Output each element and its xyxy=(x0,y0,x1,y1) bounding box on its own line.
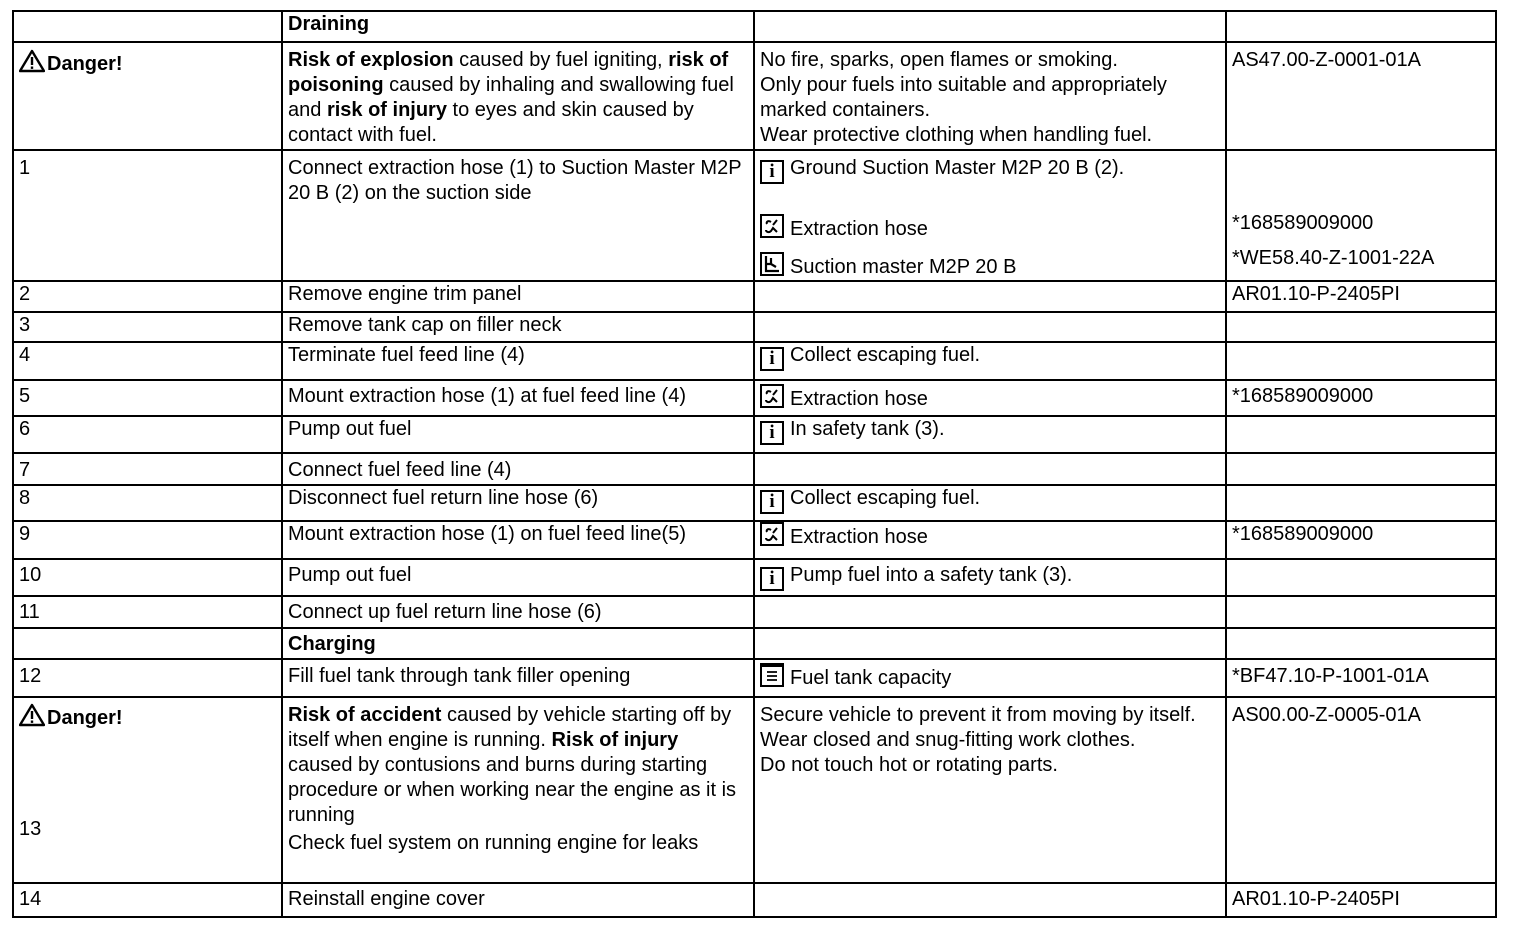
step-number: 1 xyxy=(13,150,282,281)
measure-line: No fire, sparks, open flames or smoking. xyxy=(760,49,1118,71)
empty-cell xyxy=(754,453,1226,485)
measure-line: Secure vehicle to prevent it from moving by itself. xyxy=(760,704,1196,726)
step-row-6 xyxy=(13,416,1496,453)
step-row-10 xyxy=(13,559,1496,596)
empty-cell xyxy=(1226,485,1496,521)
step-references xyxy=(1226,150,1496,281)
step-row-14 xyxy=(13,883,1496,917)
danger-measures xyxy=(754,42,1226,150)
empty-cell xyxy=(1226,453,1496,485)
empty-cell xyxy=(754,883,1226,917)
step-number: 9 xyxy=(13,521,282,559)
step-row-11 xyxy=(13,596,1496,628)
empty-cell xyxy=(1226,11,1496,42)
empty-cell xyxy=(1226,416,1496,453)
step-row-5 xyxy=(13,380,1496,416)
step-row-3 xyxy=(13,312,1496,342)
note-text: Collect escaping fuel. xyxy=(790,344,981,366)
empty-cell xyxy=(754,312,1226,342)
reference: AR01.10-P-2405PI xyxy=(1226,883,1496,917)
risk-accident-text: caused by vehicle starting off by itself when engine is running. xyxy=(288,704,732,751)
reference: *168589009000 xyxy=(1226,380,1496,416)
danger-risk-text xyxy=(282,42,754,150)
section-title-draining: Draining xyxy=(282,11,754,42)
risk-injury-text: caused by contusions and burns during starting procedure or when working near the engine as it is running xyxy=(288,754,737,826)
danger-label: Danger! xyxy=(47,707,123,729)
danger-label-cell xyxy=(13,42,282,150)
special-tool-icon xyxy=(760,214,784,238)
step-text: Fill fuel tank through tank filler opening xyxy=(282,659,754,697)
step-notes xyxy=(754,659,1226,697)
warning-triangle-icon xyxy=(19,703,45,727)
risk-accident-bold: Risk of accident xyxy=(288,704,442,726)
step-text: Remove engine trim panel xyxy=(282,281,754,312)
info-icon: i xyxy=(760,347,784,371)
empty-cell xyxy=(13,11,282,42)
info-icon: i xyxy=(760,421,784,445)
note-text: Extraction hose xyxy=(790,526,928,548)
step-text: Disconnect fuel return line hose (6) xyxy=(282,485,754,521)
step-notes xyxy=(754,416,1226,453)
info-icon: i xyxy=(760,490,784,514)
note-text: Extraction hose xyxy=(790,218,928,240)
step-text: Connect up fuel return line hose (6) xyxy=(282,596,754,628)
step-number: 6 xyxy=(13,416,282,453)
step-text: Mount extraction hose (1) at fuel feed line (4) xyxy=(282,380,754,416)
step-notes xyxy=(754,150,1226,281)
step-text: Mount extraction hose (1) on fuel feed line(5) xyxy=(282,521,754,559)
danger-reference: AS00.00-Z-0005-01A xyxy=(1226,697,1496,883)
step-number: 12 xyxy=(13,659,282,697)
empty-cell xyxy=(754,11,1226,42)
risk-explosion-text: caused by fuel igniting, xyxy=(453,49,663,71)
empty-cell xyxy=(754,281,1226,312)
step-row-4 xyxy=(13,342,1496,380)
step-number: 8 xyxy=(13,485,282,521)
step-text: Terminate fuel feed line (4) xyxy=(282,342,754,380)
step-number: 7 xyxy=(13,453,282,485)
section-row-charging xyxy=(13,628,1496,659)
step-row-12 xyxy=(13,659,1496,697)
step-row-8 xyxy=(13,485,1496,521)
step-number: 10 xyxy=(13,559,282,596)
step-text: Reinstall engine cover xyxy=(282,883,754,917)
note-text: Extraction hose xyxy=(790,388,928,410)
empty-cell xyxy=(1226,312,1496,342)
note-text: Pump fuel into a safety tank (3). xyxy=(790,564,1073,586)
step-notes xyxy=(754,485,1226,521)
risk-injury-text: to eyes and skin caused by contact with fuel. xyxy=(288,99,694,146)
info-icon: i xyxy=(760,160,784,184)
step-number: 14 xyxy=(13,883,282,917)
step-row-9 xyxy=(13,521,1496,559)
danger-reference: AS47.00-Z-0001-01A xyxy=(1226,42,1496,150)
step-row-2 xyxy=(13,281,1496,312)
danger-row-fuel xyxy=(13,42,1496,150)
note-text: Fuel tank capacity xyxy=(790,667,952,689)
step-number: 5 xyxy=(13,380,282,416)
step-text: Pump out fuel xyxy=(282,416,754,453)
step-number: 3 xyxy=(13,312,282,342)
step-notes xyxy=(754,342,1226,380)
note-text: Suction master M2P 20 B xyxy=(790,256,1017,278)
note-text: Collect escaping fuel. xyxy=(790,487,981,509)
step-notes xyxy=(754,559,1226,596)
technical-data-icon xyxy=(760,663,784,687)
step-number: 13 xyxy=(19,818,42,840)
empty-cell xyxy=(1226,628,1496,659)
procedure-table xyxy=(12,10,1497,918)
measure-line: Only pour fuels into suitable and appropriately marked containers. xyxy=(760,74,1167,121)
step-number: 11 xyxy=(13,596,282,628)
step-text: Connect fuel feed line (4) xyxy=(282,453,754,485)
special-tool-icon xyxy=(760,384,784,408)
step-text: Check fuel system on running engine for leaks xyxy=(288,832,699,854)
risk-injury-bold: risk of injury xyxy=(326,99,447,121)
section-title-charging: Charging xyxy=(282,628,754,659)
measure-line: Wear protective clothing when handling fuel. xyxy=(760,124,1153,146)
reference: *WE58.40-Z-1001-22A xyxy=(1232,247,1435,269)
empty-cell xyxy=(1226,596,1496,628)
reference: *168589009000 xyxy=(1232,212,1374,234)
risk-poisoning-text: caused by inhaling and swallowing fuel and xyxy=(288,74,734,121)
step-text: Pump out fuel xyxy=(282,559,754,596)
step-row-1 xyxy=(13,150,1496,281)
note-line xyxy=(760,214,1220,242)
reference: *BF47.10-P-1001-01A xyxy=(1226,659,1496,697)
danger-row-engine xyxy=(13,697,1496,883)
warning-triangle-icon xyxy=(19,49,45,73)
reference: AR01.10-P-2405PI xyxy=(1226,281,1496,312)
step-text: Connect extraction hose (1) to Suction Master M2P 20 B (2) on the suction side xyxy=(282,150,754,281)
danger-label-cell xyxy=(13,697,282,883)
empty-cell xyxy=(1226,559,1496,596)
danger-label: Danger! xyxy=(47,53,123,75)
info-icon: i xyxy=(760,567,784,591)
empty-cell xyxy=(13,628,282,659)
section-row-draining xyxy=(13,11,1496,42)
empty-cell xyxy=(1226,342,1496,380)
empty-cell xyxy=(754,596,1226,628)
danger-risk-text xyxy=(282,697,754,883)
risk-explosion-bold: Risk of explosion xyxy=(288,49,454,71)
danger-measures xyxy=(754,697,1226,883)
reference: *168589009000 xyxy=(1226,521,1496,559)
step-notes xyxy=(754,521,1226,559)
measure-line: Do not touch hot or rotating parts. xyxy=(760,754,1058,776)
note-line xyxy=(760,156,1220,184)
step-number: 2 xyxy=(13,281,282,312)
workshop-equipment-icon xyxy=(760,252,784,276)
step-text: Remove tank cap on filler neck xyxy=(282,312,754,342)
step-notes xyxy=(754,380,1226,416)
note-text: In safety tank (3). xyxy=(790,418,945,440)
special-tool-icon xyxy=(760,522,784,546)
risk-injury-bold: Risk of injury xyxy=(551,729,679,751)
note-text: Ground Suction Master M2P 20 B (2). xyxy=(790,157,1125,179)
note-line xyxy=(760,252,1220,280)
step-number: 4 xyxy=(13,342,282,380)
step-row-7 xyxy=(13,453,1496,485)
risk-poisoning-bold: risk of poisoning xyxy=(288,49,729,96)
measure-line: Wear closed and snug-fitting work clothes. xyxy=(760,729,1136,751)
empty-cell xyxy=(754,628,1226,659)
